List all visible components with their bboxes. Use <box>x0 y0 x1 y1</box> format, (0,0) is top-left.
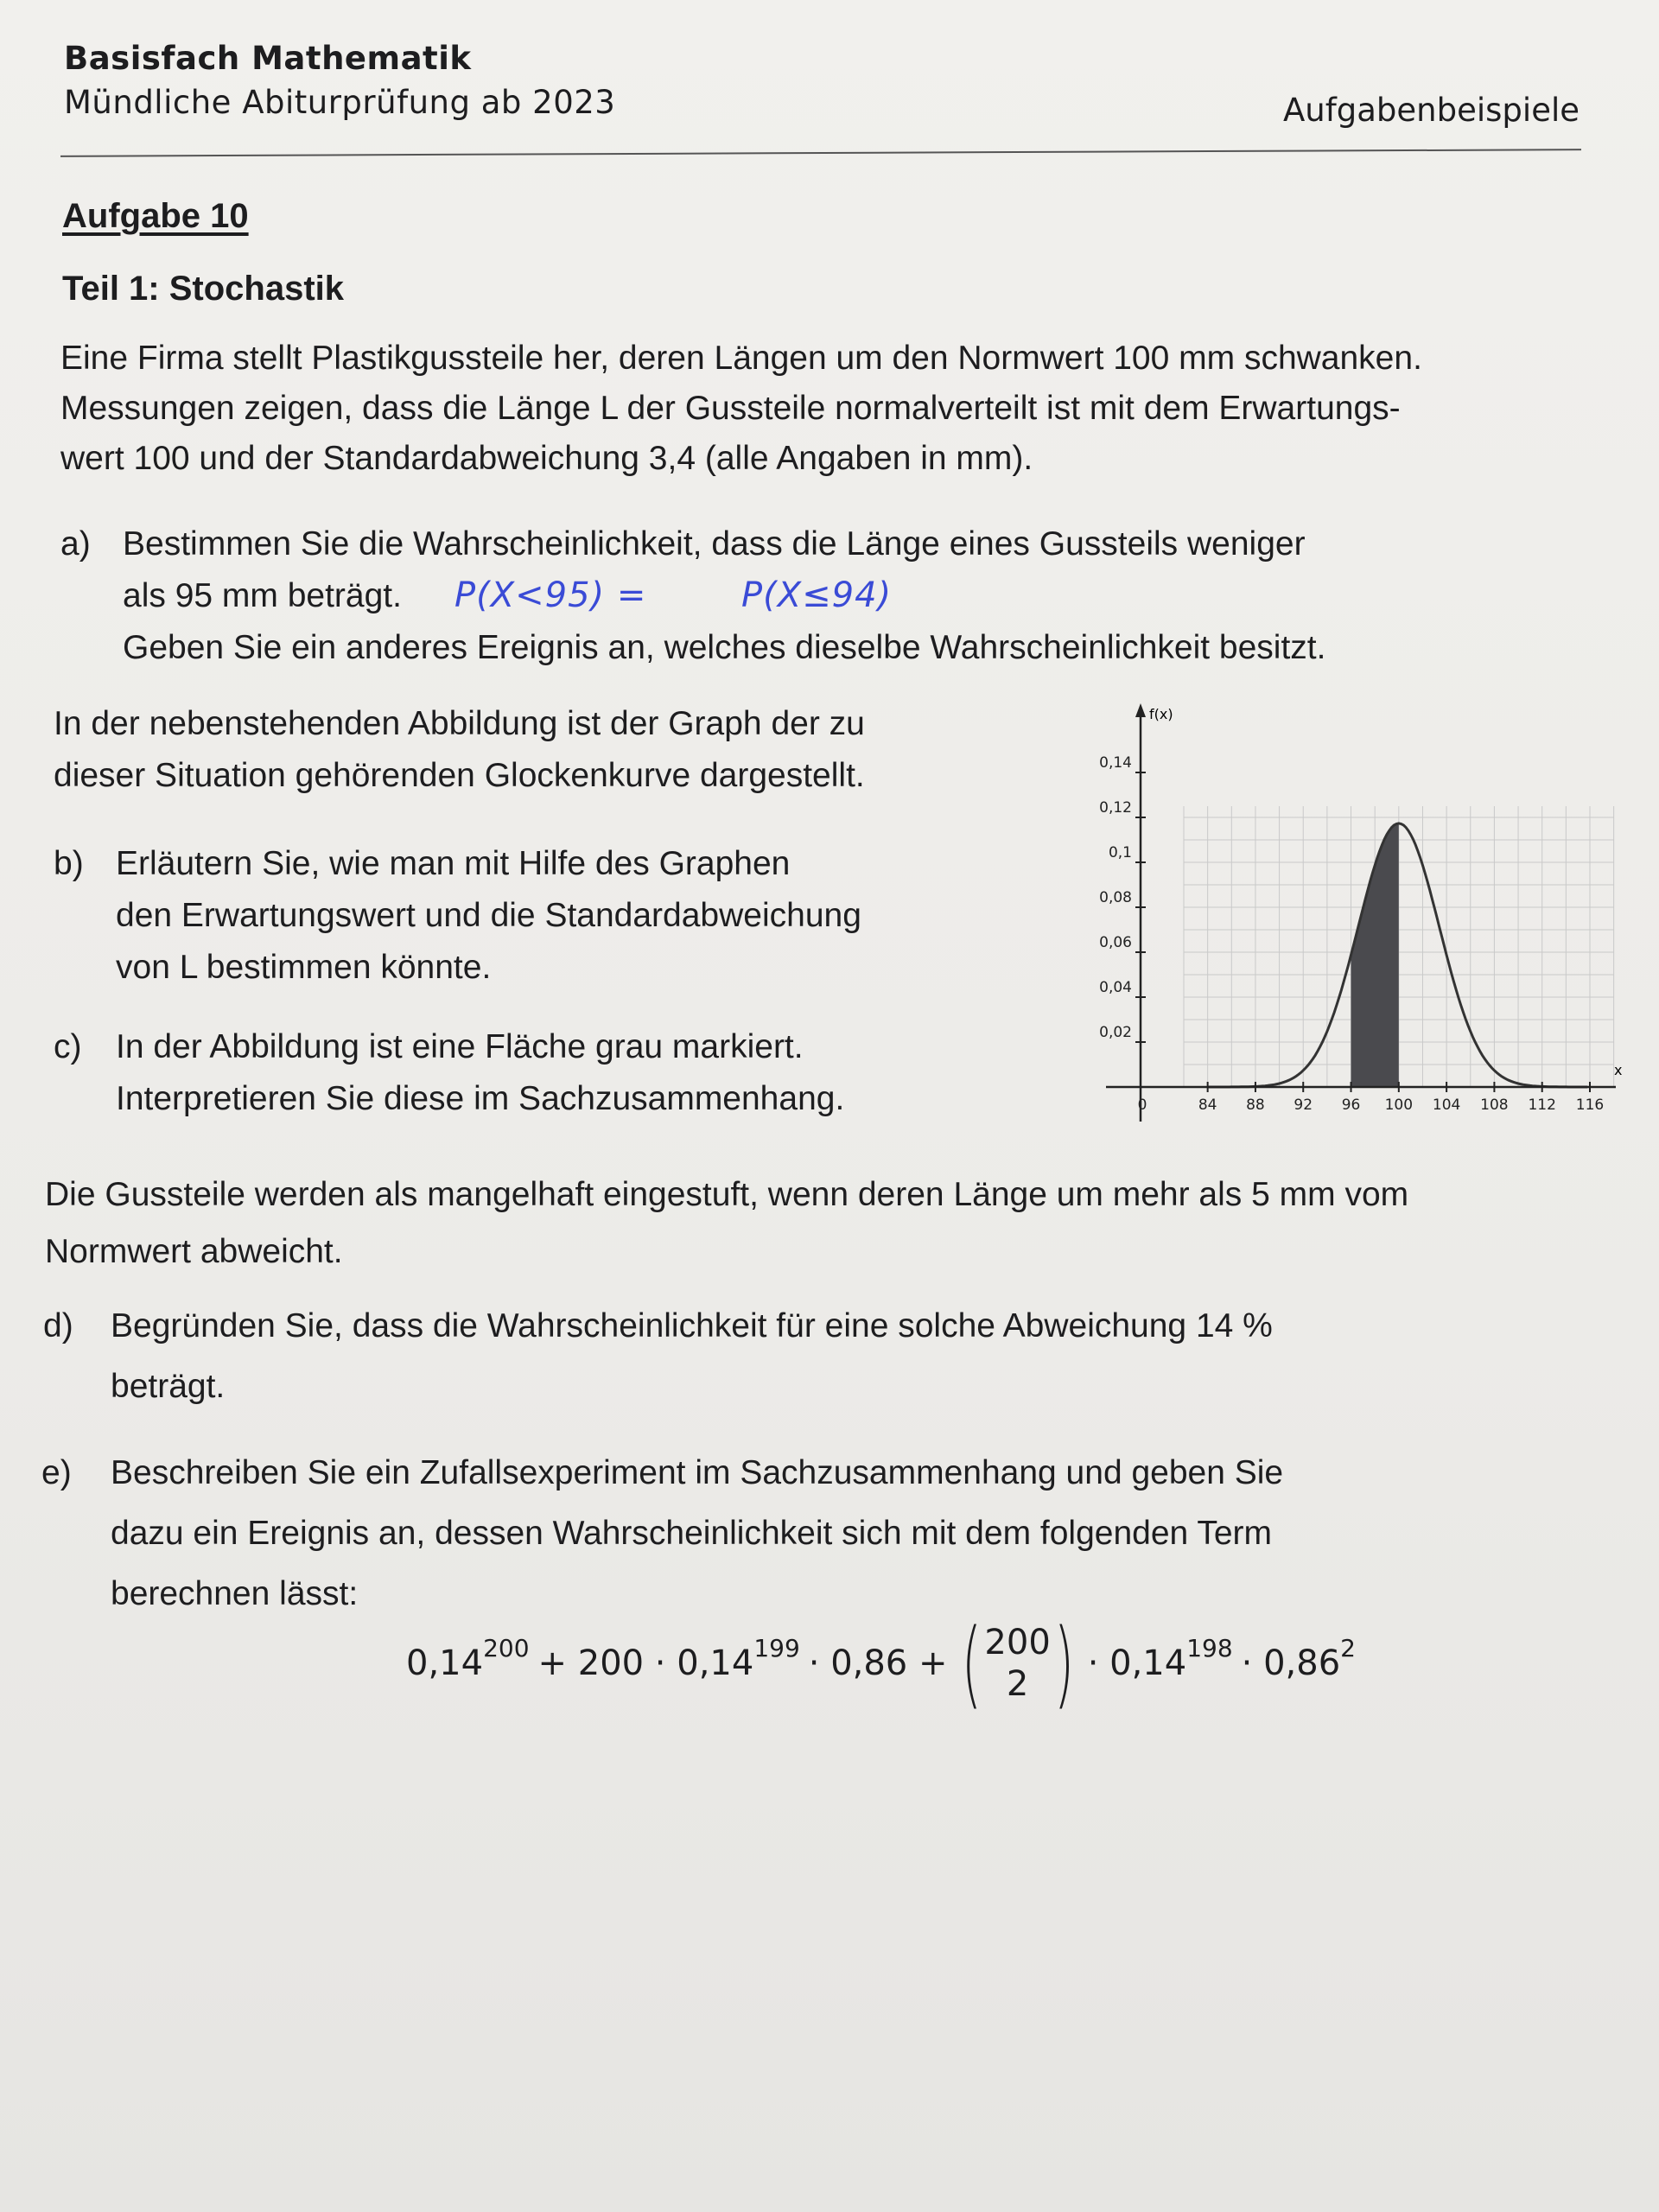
formula-term: · 0,86 + <box>808 1643 948 1683</box>
right-paren: ) <box>1053 1608 1075 1719</box>
x-tick-label: 116 <box>1575 1096 1605 1114</box>
task-title: Aufgabe 10 <box>62 197 249 235</box>
defect-paragraph <box>45 1166 1600 1281</box>
task-d-text <box>111 1296 1273 1417</box>
task-b-label: b) <box>54 845 84 882</box>
figure-description <box>54 698 1021 802</box>
task-e-label: e) <box>41 1454 72 1491</box>
formula-exponent: 198 <box>1186 1633 1233 1662</box>
figure-line: In der nebenstehenden Abbildung ist der Graph der zu <box>54 705 865 742</box>
header-left <box>64 40 615 121</box>
task-e-line: Beschreiben Sie ein Zufallsexperiment im Sachzusammenhang und geben Sie <box>111 1454 1284 1491</box>
formula-exponent: 199 <box>753 1633 800 1662</box>
defect-line: Normwert abweicht. <box>45 1233 343 1270</box>
x-tick-label: 84 <box>1198 1096 1217 1114</box>
y-ticks <box>1099 754 1146 1042</box>
handwritten-note-1: P(X<95) = <box>454 575 647 615</box>
intro-line: Eine Firma stellt Plastikgussteile her, deren Längen um den Normwert 100 mm schwanken. <box>60 340 1422 377</box>
task-c-label: c) <box>54 1028 82 1065</box>
binomial-coefficient <box>953 1608 1083 1719</box>
formula-term: · 0,14 <box>1087 1643 1187 1683</box>
task-d <box>43 1296 1564 1417</box>
task-e <box>41 1443 1562 1616</box>
x-tick-label: 104 <box>1432 1096 1461 1114</box>
task-b-line: den Erwartungswert und die Standardabweichung <box>116 897 861 934</box>
task-b-text <box>116 838 861 994</box>
header-right-label: Aufgabenbeispiele <box>1282 92 1580 129</box>
y-axis-label: f(x) <box>1149 706 1173 722</box>
part-title: Teil 1: Stochastik <box>62 270 345 308</box>
binomial-formula <box>406 1608 1356 1719</box>
binom-top: 200 <box>984 1623 1051 1662</box>
x-tick-label: 88 <box>1246 1096 1265 1114</box>
task-a-line: Bestimmen Sie die Wahrscheinlichkeit, dass die Länge eines Gussteils weniger <box>123 525 1306 563</box>
formula-term: + 200 · 0,14 <box>537 1643 754 1683</box>
task-a-line: als 95 mm beträgt. <box>123 577 402 614</box>
formula-term: 0,14 <box>406 1643 484 1683</box>
task-e-line: dazu ein Ereignis an, dessen Wahrscheinlichkeit sich mit dem folgenden Term <box>111 1515 1273 1552</box>
y-tick-label: 0,06 <box>1099 934 1132 951</box>
task-e-line: berechnen lässt: <box>111 1575 359 1612</box>
task-a-line: Geben Sie ein anderes Ereignis an, welches dieselbe Wahrscheinlichkeit besitzt. <box>123 629 1326 666</box>
task-c <box>54 1021 1021 1134</box>
figure-line: dieser Situation gehörenden Glockenkurve dargestellt. <box>54 757 865 794</box>
exam-title: Mündliche Abiturprüfung ab 2023 <box>64 84 616 121</box>
task-a-label: a) <box>60 525 91 563</box>
x-tick-label: 96 <box>1341 1096 1361 1114</box>
task-b-line: Erläutern Sie, wie man mit Hilfe des Graphen <box>116 845 791 882</box>
task-b <box>54 838 1021 994</box>
chart-grid <box>1184 806 1614 1087</box>
bell-curve-chart <box>1071 698 1624 1130</box>
x-tick-label: 108 <box>1480 1096 1509 1114</box>
formula-exponent: 200 <box>483 1633 530 1662</box>
y-tick-label: 0,12 <box>1099 799 1132 817</box>
handwritten-note-2: P(X≤94) <box>741 575 893 615</box>
x-tick-label: 100 <box>1384 1096 1414 1114</box>
y-tick-label: 0,1 <box>1108 844 1132 861</box>
intro-line: wert 100 und der Standardabweichung 3,4 (alle Angaben in mm). <box>60 440 1033 477</box>
task-d-label: d) <box>43 1307 73 1344</box>
x-axis-label: x <box>1614 1062 1623 1078</box>
y-tick-label: 0,14 <box>1099 754 1132 772</box>
y-axis-arrow <box>1135 703 1146 717</box>
binom-bottom: 2 <box>1006 1664 1029 1704</box>
intro-line: Messungen zeigen, dass die Länge L der Gussteile normalverteilt ist mit dem Erwartungs- <box>60 390 1401 427</box>
task-d-line: beträgt. <box>111 1368 226 1405</box>
task-b-line: von L bestimmen könnte. <box>116 949 492 986</box>
x-tick-label: 112 <box>1528 1096 1556 1114</box>
task-c-line: In der Abbildung ist eine Fläche grau markiert. <box>116 1028 804 1065</box>
subject-title: Basisfach Mathematik <box>64 40 472 77</box>
task-a-text <box>123 518 1325 674</box>
y-tick-label: 0,04 <box>1099 979 1132 996</box>
y-tick-label: 0,02 <box>1099 1024 1132 1041</box>
y-tick-label: 0,08 <box>1099 889 1132 906</box>
formula-term: · 0,86 <box>1241 1643 1341 1683</box>
task-c-text <box>116 1021 844 1125</box>
defect-line: Die Gussteile werden als mangelhaft eingestuft, wenn deren Länge um mehr als 5 mm vom <box>45 1176 1409 1213</box>
formula-exponent: 2 <box>1340 1633 1356 1662</box>
left-paren: ( <box>961 1608 982 1719</box>
header-divider <box>60 149 1581 157</box>
intro-paragraph <box>60 334 1581 484</box>
x-tick-label: 92 <box>1294 1096 1313 1114</box>
task-d-line: Begründen Sie, dass die Wahrscheinlichkeit für eine solche Abweichung 14 % <box>111 1307 1273 1344</box>
x-tick-label: 0 <box>1137 1096 1147 1114</box>
task-e-text <box>111 1443 1283 1624</box>
task-c-line: Interpretieren Sie diese im Sachzusammenhang. <box>116 1080 845 1117</box>
